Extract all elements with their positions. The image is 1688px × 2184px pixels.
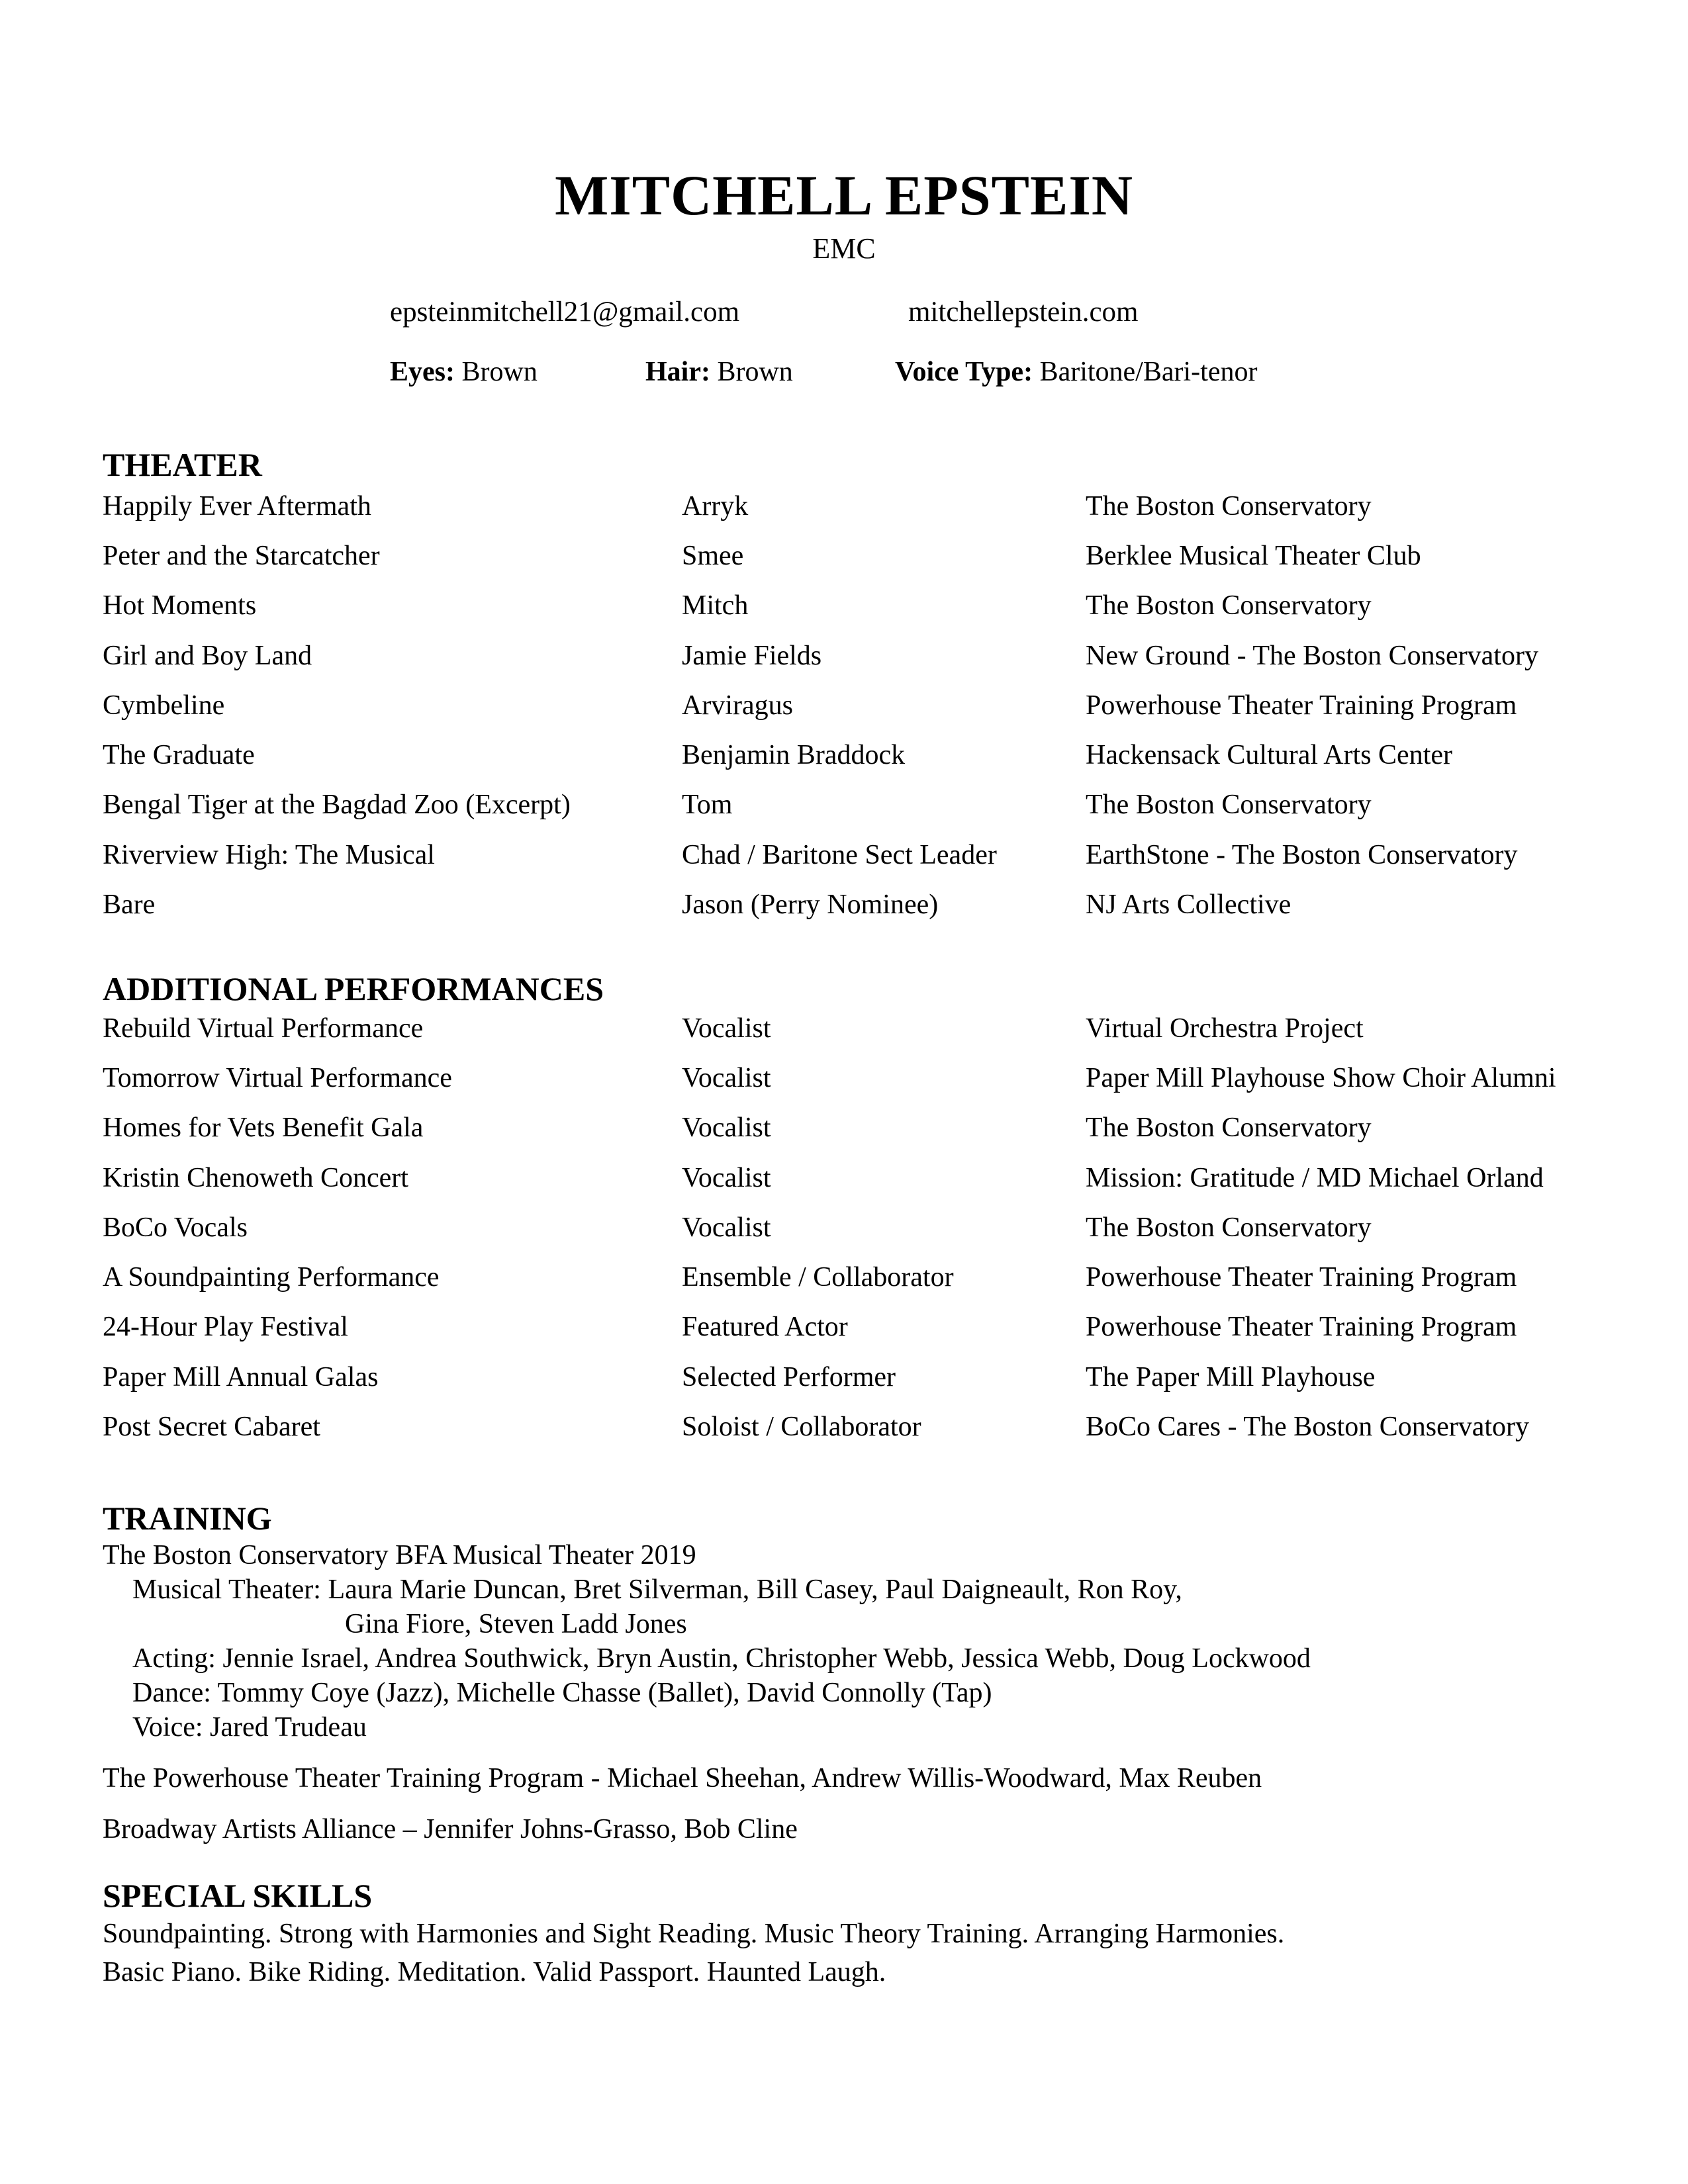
credit-row (103, 481, 1589, 531)
special-skills-line-1: Soundpainting. Strong with Harmonies and Sight Reading. Music Theory Training. Arranging Harmonies. (103, 1919, 1285, 1949)
role: Tom (682, 790, 733, 821)
venue: EarthStone - The Boston Conservatory (1086, 839, 1518, 870)
role: Vocalist (682, 1062, 771, 1093)
hair-label: Hair: (645, 357, 710, 387)
eyes-value: Brown (461, 357, 538, 387)
page-title: MITCHELL EPSTEIN (555, 163, 1133, 227)
union-status: EMC (812, 232, 876, 265)
training-broadway-text: Broadway Artists Alliance – Jennifer Johns-Grasso, Bob Cline (103, 1814, 798, 1844)
credit-row (103, 581, 1589, 631)
role: Chad / Baritone Sect Leader (682, 839, 997, 870)
performance-title: Homes for Vets Benefit Gala (103, 1113, 424, 1144)
training-details (103, 1538, 1589, 1745)
venue: The Boston Conservatory (1086, 1212, 1372, 1243)
training-dance: Dance: Tommy Coye (Jazz), Michelle Chasse (Ballet), David Connolly (Tap) (132, 1678, 992, 1708)
training-section-heading: TRAINING (103, 1500, 272, 1537)
special-skills-section-heading: SPECIAL SKILLS (103, 1877, 373, 1914)
venue: Powerhouse Theater Training Program (1086, 1312, 1517, 1343)
venue: The Paper Mill Playhouse (1086, 1361, 1376, 1392)
production-title: Peter and the Starcatcher (103, 540, 380, 571)
performance-title: BoCo Vocals (103, 1212, 248, 1243)
eyes-label: Eyes: (390, 357, 455, 387)
training-voice: Voice: Jared Trudeau (132, 1712, 367, 1743)
production-title: Cymbeline (103, 690, 225, 721)
performance-title: A Soundpainting Performance (103, 1262, 440, 1293)
production-title: Hot Moments (103, 590, 257, 621)
credit-row (103, 631, 1589, 680)
training-acting: Acting: Jennie Israel, Andrea Southwick, Bryn Austin, Christopher Webb, Jessica Webb, Doug Lockwood (132, 1643, 1311, 1674)
training-powerhouse-text: The Powerhouse Theater Training Program - Michael Sheehan, Andrew Willis-Woodward, Max Reuben (103, 1763, 1262, 1794)
voice-type-value: Baritone/Bari-tenor (1039, 357, 1258, 387)
role: Mitch (682, 590, 749, 621)
theater-section-heading: THEATER (103, 446, 262, 483)
role: Benjamin Braddock (682, 740, 906, 771)
venue: The Boston Conservatory (1086, 490, 1372, 522)
venue: Mission: Gratitude / MD Michael Orland (1086, 1162, 1544, 1193)
production-title: Riverview High: The Musical (103, 839, 435, 870)
credit-row (103, 680, 1589, 730)
credit-row (103, 531, 1589, 580)
production-title: Bare (103, 889, 156, 921)
role: Vocalist (682, 1162, 771, 1193)
role: Arviragus (682, 690, 793, 721)
training-musical-theater-continued: Gina Fiore, Steven Ladd Jones (345, 1609, 687, 1639)
special-skills-line-2: Basic Piano. Bike Riding. Meditation. Valid Passport. Haunted Laugh. (103, 1957, 886, 1987)
venue: Powerhouse Theater Training Program (1086, 690, 1517, 721)
role: Featured Actor (682, 1312, 848, 1343)
credit-row (103, 1302, 1589, 1352)
credit-row (103, 880, 1589, 929)
venue: The Boston Conservatory (1086, 1113, 1372, 1144)
training-powerhouse (103, 1761, 1589, 1796)
credit-row (103, 1402, 1589, 1451)
production-title: Girl and Boy Land (103, 640, 312, 671)
performance-title: 24-Hour Play Festival (103, 1312, 348, 1343)
role: Ensemble / Collaborator (682, 1262, 954, 1293)
role: Smee (682, 540, 744, 571)
training-broadway (103, 1812, 1589, 1846)
credit-row (103, 1153, 1589, 1203)
role: Vocalist (682, 1212, 771, 1243)
venue: BoCo Cares - The Boston Conservatory (1086, 1412, 1529, 1443)
venue: NJ Arts Collective (1086, 889, 1291, 921)
production-title: Happily Ever Aftermath (103, 490, 371, 522)
venue: The Boston Conservatory (1086, 790, 1372, 821)
special-skills-details (103, 1915, 1589, 1991)
credit-row (103, 780, 1589, 830)
production-title: The Graduate (103, 740, 255, 771)
production-title: Bengal Tiger at the Bagdad Zoo (Excerpt) (103, 790, 571, 821)
role: Soloist / Collaborator (682, 1412, 921, 1443)
theater-credits-table (103, 481, 1589, 930)
hair-value: Brown (717, 357, 793, 387)
role: Selected Performer (682, 1361, 896, 1392)
credit-row (103, 1203, 1589, 1252)
credit-row (103, 1053, 1589, 1103)
role: Vocalist (682, 1113, 771, 1144)
role: Arryk (682, 490, 749, 522)
voice-type-attribute (895, 358, 1257, 386)
performance-title: Post Secret Cabaret (103, 1412, 320, 1443)
role: Jason (Perry Nominee) (682, 889, 939, 921)
voice-type-label: Voice Type: (895, 357, 1033, 387)
credit-row (103, 830, 1589, 880)
role: Vocalist (682, 1013, 771, 1044)
performance-title: Rebuild Virtual Performance (103, 1013, 424, 1044)
role: Jamie Fields (682, 640, 822, 671)
credit-row (103, 1003, 1589, 1053)
website-text: mitchellepstein.com (908, 296, 1139, 328)
venue: The Boston Conservatory (1086, 590, 1372, 621)
performance-title: Paper Mill Annual Galas (103, 1361, 379, 1392)
venue: Paper Mill Playhouse Show Choir Alumni (1086, 1062, 1556, 1093)
training-musical-theater: Musical Theater: Laura Marie Duncan, Bret Silverman, Bill Casey, Paul Daigneault, Ron Roy, (132, 1574, 1182, 1605)
eyes-attribute (390, 358, 538, 386)
venue: Powerhouse Theater Training Program (1086, 1262, 1517, 1293)
hair-attribute (645, 358, 793, 386)
venue: Virtual Orchestra Project (1086, 1013, 1364, 1044)
additional-performances-section-heading: ADDITIONAL PERFORMANCES (103, 970, 604, 1007)
venue: New Ground - The Boston Conservatory (1086, 640, 1538, 671)
credit-row (103, 1103, 1589, 1153)
performance-title: Kristin Chenoweth Concert (103, 1162, 408, 1193)
email-text: epsteinmitchell21@gmail.com (390, 296, 740, 328)
additional-performances-table (103, 1003, 1589, 1452)
credit-row (103, 730, 1589, 780)
training-degree: The Boston Conservatory BFA Musical Theater 2019 (103, 1540, 696, 1570)
performance-title: Tomorrow Virtual Performance (103, 1062, 452, 1093)
venue: Hackensack Cultural Arts Center (1086, 740, 1452, 771)
venue: Berklee Musical Theater Club (1086, 540, 1421, 571)
credit-row (103, 1252, 1589, 1302)
credit-row (103, 1352, 1589, 1402)
